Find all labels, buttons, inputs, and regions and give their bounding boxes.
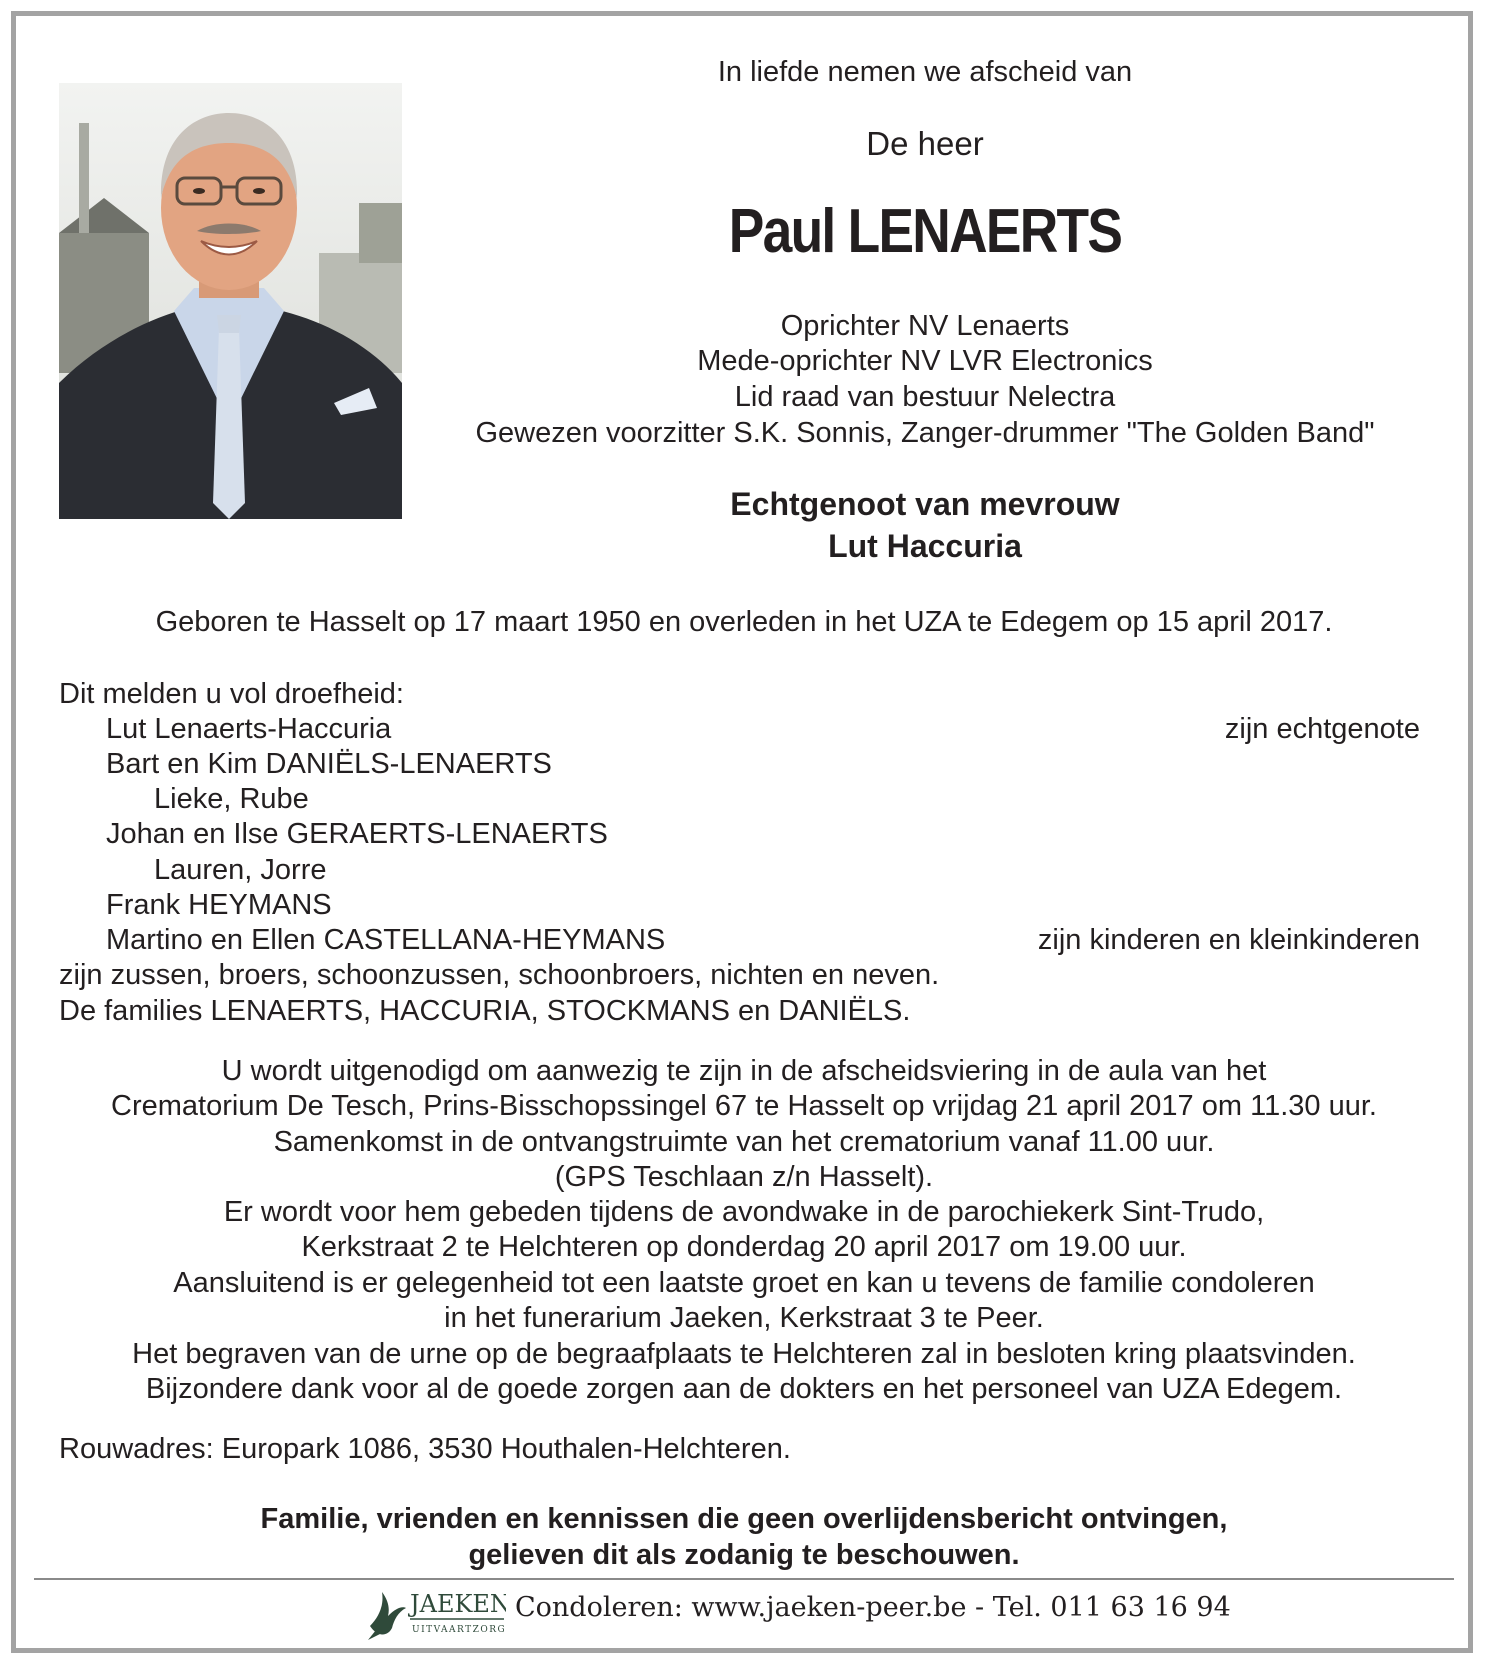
role-line: Lid raad van bestuur Nelectra <box>734 381 1116 413</box>
ceremony-line: Aansluitend is er gelegenheid tot een laatste groet en kan u tevens de familie condoleren <box>173 1267 1315 1299</box>
siblings-line: zijn zussen, broers, schoonzussen, schoonbroers, nichten en neven. <box>59 959 940 991</box>
ceremony-line: (GPS Teschlaan z/n Hasselt). <box>554 1161 934 1193</box>
ceremony-line: Kerkstraat 2 te Helchteren op donderdag 20 april 2017 om 19.00 uur. <box>301 1231 1187 1263</box>
spouse-line: Echtgenoot van mevrouw <box>730 486 1120 522</box>
condolence-contact: Condoleren: www.jaeken-peer.be - Tel. 011 63 16 94 <box>515 1592 1231 1623</box>
closing-line: gelieven dit als zodanig te beschouwen. <box>468 1539 1020 1571</box>
mourner-relation: zijn kinderen en kleinkinderen <box>1037 924 1420 956</box>
logo-sub: UITVAARTZORG <box>412 1625 506 1635</box>
ceremony-line: Crematorium De Tesch, Prins-Bisschopssingel 67 te Hasselt op vrijdag 21 april 2017 om 11.30 uur. <box>111 1090 1377 1122</box>
ceremony-line: Samenkomst in de ontvangstruimte van het crematorium vanaf 11.00 uur. <box>273 1126 1215 1158</box>
mourner-name: Lauren, Jorre <box>154 854 327 886</box>
mourning-address: Rouwadres: Europark 1086, 3530 Houthalen-Helchteren. <box>59 1433 791 1465</box>
intro-line: In liefde nemen we afscheid van <box>717 56 1133 88</box>
logo-name: JAEKEN <box>410 1590 506 1618</box>
ceremony-line: Bijzondere dank voor al de goede zorgen aan de dokters en het personeel van UZA Edegem. <box>145 1373 1343 1405</box>
birth-death-line: Geboren te Hasselt op 17 maart 1950 en overleden in het UZA te Edegem op 15 april 2017. <box>155 606 1333 638</box>
deceased-name: Paul LENAERTS <box>728 197 1122 266</box>
ceremony-line: Er wordt voor hem gebeden tijdens de avondwake in de parochiekerk Sint-Trudo, <box>223 1196 1265 1228</box>
deceased-name-wrap <box>440 196 1410 268</box>
mourner-relation: zijn echtgenote <box>1224 713 1420 745</box>
mourners-intro: Dit melden u vol droefheid: <box>59 678 404 710</box>
footer-divider <box>34 1578 1454 1580</box>
mourner-name: Lieke, Rube <box>154 783 309 815</box>
role-line: Gewezen voorzitter S.K. Sonnis, Zanger-drummer "The Golden Band" <box>475 417 1375 449</box>
role-line: Oprichter NV Lenaerts <box>780 310 1070 342</box>
mourner-name: Bart en Kim DANIËLS-LENAERTS <box>106 748 552 780</box>
ceremony-line: U wordt uitgenodigd om aanwezig te zijn in de afscheidsviering in de aula van het <box>221 1055 1267 1087</box>
mourner-name: Frank HEYMANS <box>106 889 332 921</box>
mourner-name: Lut Lenaerts-Haccuria <box>106 713 392 745</box>
spouse-name: Lut Haccuria <box>828 528 1022 564</box>
ceremony-line: Het begraven van de urne op de begraafplaats te Helchteren zal in besloten kring plaatsvinden. <box>132 1338 1356 1370</box>
dove-icon <box>368 1592 406 1640</box>
mourner-name: Johan en Ilse GERAERTS-LENAERTS <box>106 818 608 850</box>
role-line: Mede-oprichter NV LVR Electronics <box>697 345 1153 377</box>
salutation: De heer <box>866 125 984 162</box>
closing-line: Familie, vrienden en kennissen die geen overlijdensbericht ontvingen, <box>260 1503 1228 1535</box>
families-line: De families LENAERTS, HACCURIA, STOCKMANS en DANIËLS. <box>59 995 911 1027</box>
ceremony-line: in het funerarium Jaeken, Kerkstraat 3 te Peer. <box>444 1302 1044 1334</box>
mourner-name: Martino en Ellen CASTELLANA-HEYMANS <box>106 924 666 956</box>
portrait-photo <box>59 83 402 519</box>
jaeken-logo <box>366 1586 506 1642</box>
